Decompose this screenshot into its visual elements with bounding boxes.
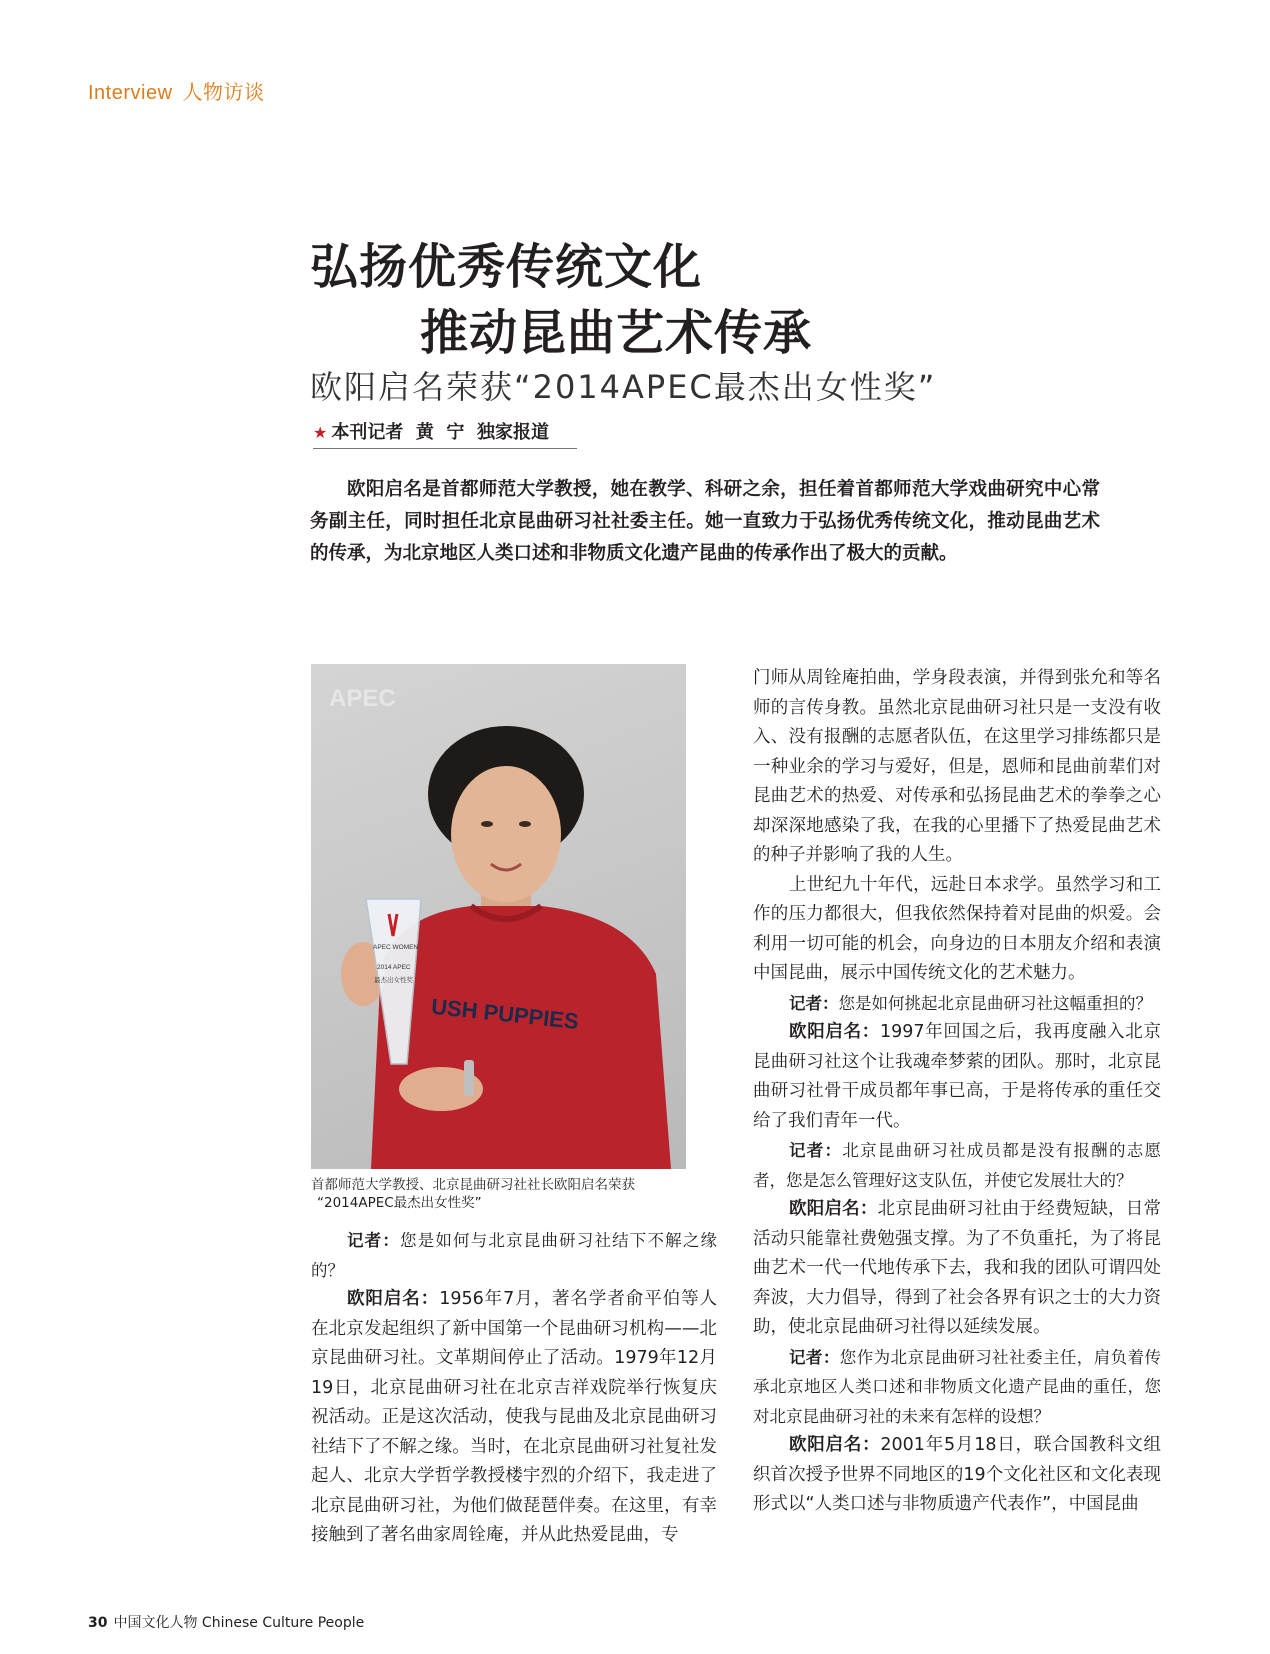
eye-left <box>481 821 493 827</box>
answer-speaker: 欧阳启名： <box>789 1435 881 1455</box>
byline-text: 本刊记者 黄 宁 独家报道 <box>331 422 549 443</box>
page-footer <box>88 1612 364 1632</box>
answer-4 <box>753 1431 1161 1520</box>
eye-right <box>519 821 531 827</box>
portrait-photo <box>311 664 686 1169</box>
answer-3 <box>753 1195 1161 1343</box>
answer-text: 1956年7月，著名学者俞平伯等人在北京发起组织了新中国第一个昆曲研习机构——北京昆曲研习社。文革期间停止了活动。1979年12月19日，北京昆曲研习社在北京吉祥戏院举行恢复庆祝活动。正是这次活动，使我与昆曲及北京昆曲研习社结下了不解之缘。当时，在北京昆曲研习社复社发起人、北京大学哲学教授楼宇烈的介绍下，我走进了北京昆曲研习社，为他们做琵琶伴奏。在这里，有幸接触到了著名曲家周铨庵，并从此热爱昆曲，专 <box>311 1289 718 1545</box>
answer-speaker: 欧阳启名： <box>347 1289 440 1309</box>
question-text: 您作为北京昆曲研习社社委主任，肩负着传承北京地区人类口述和非物质文化遗产昆曲的重任，您对北京昆曲研习社的未来有怎样的设想？ <box>753 1347 1162 1426</box>
headline-line-1: 弘扬优秀传统文化 <box>310 239 703 295</box>
left-column <box>311 1226 717 1551</box>
photo-caption <box>311 1176 691 1212</box>
question-4 <box>753 1343 1161 1432</box>
caption-line-1: 首都师范大学教授、北京昆曲研习社社长欧阳启名荣获 <box>311 1177 635 1193</box>
continued-paragraph: 门师从周铨庵拍曲，学身段表演，并得到张允和等名师的言传身教。虽然北京昆曲研习社只是一支没有收入、没有报酬的志愿者队伍，在这里学习排练都只是一种业余的学习与爱好，但是，恩师和昆曲前辈们对昆曲艺术的热爱、对传承和弘扬昆曲艺术的拳拳之心却深深地感染了我，在我的心里播下了热爱昆曲艺术的种子并影响了我的人生。 <box>753 668 1161 865</box>
bracelet-shape <box>464 1060 474 1096</box>
page-number: 30 <box>88 1615 108 1631</box>
question-speaker: 记者： <box>347 1231 401 1250</box>
question-speaker: 记者： <box>789 1141 843 1160</box>
byline <box>313 418 577 449</box>
paragraph-japan: 上世纪九十年代，远赴日本求学。虽然学习和工作的压力都很大，但我依然保持着对昆曲的炽爱。会利用一切可能的机会，向身边的日本朋友介绍和表演中国昆曲，展示中国传统文化的艺术魅力。 <box>753 874 1161 983</box>
right-column <box>753 664 1161 1520</box>
question-1 <box>311 1226 717 1285</box>
section-label-en: Interview <box>88 82 173 104</box>
answer-text: 1997年回国之后，我再度融入北京昆曲研习社这个让我魂牵梦萦的团队。那时，北京昆曲研习社骨干成员都年事已高，于是将传承的重任交给了我们青年一代。 <box>753 1022 1161 1131</box>
answer-text: 北京昆曲研习社由于经费短缺，日常活动只能靠社费勉强支撑。为了不负重托，为了将昆曲艺术一代一代地传承下去，我和我的团队可谓四处奔波，大力倡导，得到了社会各界有识之士的大力资助，使北京昆曲研习社得以延续发展。 <box>753 1199 1161 1337</box>
answer-1 <box>311 1285 717 1551</box>
trophy-text-2: 2014 APEC <box>377 964 411 971</box>
question-2 <box>753 989 1161 1019</box>
question-text: 北京昆曲研习社成员都是没有报酬的志愿者，您是怎么管理好这支队伍，并使它发展壮大的？ <box>753 1141 1162 1190</box>
trophy-text-3: 最杰出女性奖 <box>374 976 413 984</box>
apec-watermark: APEC <box>329 685 396 712</box>
headline-line-2: 推动昆曲艺术传承 <box>420 305 813 361</box>
answer-2 <box>753 1018 1161 1136</box>
trophy-text-1: APEC WOMEN <box>373 944 419 951</box>
question-3 <box>753 1136 1161 1195</box>
caption-line-2: “2014APEC最杰出女性奖” <box>317 1195 482 1211</box>
question-text: 您是如何与北京昆曲研习社结下不解之缘的？ <box>311 1231 718 1280</box>
question-text: 您是如何挑起北京昆曲研习社这幅重担的？ <box>838 993 1152 1013</box>
publication-name: 中国文化人物 Chinese Culture People <box>113 1615 365 1631</box>
answer-speaker: 欧阳启名： <box>789 1022 880 1042</box>
face-shape <box>451 766 561 902</box>
sweater-text: USH PUPPIES <box>430 993 580 1035</box>
subtitle: 欧阳启名荣获“2014APEC最杰出女性奖” <box>310 368 937 406</box>
intro-paragraph: 欧阳启名是首都师范大学教授，她在教学、科研之余，担任着首都师范大学戏曲研究中心常务副主任，同时担任北京昆曲研习社社委主任。她一直致力于弘扬优秀传统文化，推动昆曲艺术的传承，为北京地区人类口述和非物质文化遗产昆曲的传承作出了极大的贡献。 <box>310 479 1100 564</box>
answer-speaker: 欧阳启名： <box>789 1199 878 1219</box>
question-speaker: 记者： <box>789 1347 840 1367</box>
answer-text: 2001年5月18日，联合国教科文组织首次授予世界不同地区的19个文化社区和文化表现形式以“人类口述与非物质遗产代表作”，中国昆曲 <box>753 1435 1161 1514</box>
star-icon: ★ <box>313 423 328 442</box>
section-label <box>88 76 265 105</box>
section-label-cn: 人物访谈 <box>182 80 265 104</box>
question-speaker: 记者： <box>789 993 839 1013</box>
